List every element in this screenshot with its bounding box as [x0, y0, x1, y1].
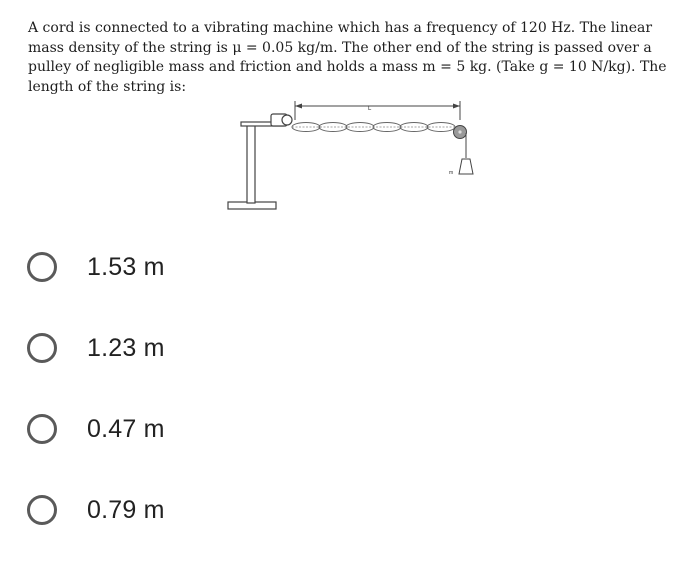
question-line-2: of the string is μ = 0.05 kg/m. The other end of the string is passed over a pulley of negligible mass and — [28, 39, 652, 75]
answer-option-4[interactable] — [27, 490, 165, 530]
hanging-mass — [459, 159, 473, 174]
question-line-3: friction and holds a mass m = 5 kg. (Take g = 10 N/kg). The length of the string is: — [28, 59, 667, 95]
answer-option-3[interactable] — [27, 409, 165, 449]
radio-button-icon[interactable] — [27, 495, 57, 525]
answer-option-label: 1.53 m — [87, 252, 165, 281]
radio-button-icon[interactable] — [27, 252, 57, 282]
length-label: L — [368, 106, 372, 112]
answer-option-2[interactable] — [27, 328, 165, 368]
answer-option-1[interactable] — [27, 247, 165, 287]
answer-option-label: 1.23 m — [87, 333, 165, 362]
question-text — [28, 19, 680, 97]
stand-post — [247, 125, 255, 203]
mass-label: m — [449, 170, 454, 176]
answer-option-label: 0.47 m — [87, 414, 165, 443]
vibrating-string-diagram — [222, 98, 484, 216]
radio-button-icon[interactable] — [27, 414, 57, 444]
question-line-1: A cord is connected to a vibrating machine which has a frequency of 120 Hz. The linear mass density — [28, 20, 653, 56]
answer-option-label: 0.79 m — [87, 495, 165, 524]
radio-button-icon[interactable] — [27, 333, 57, 363]
